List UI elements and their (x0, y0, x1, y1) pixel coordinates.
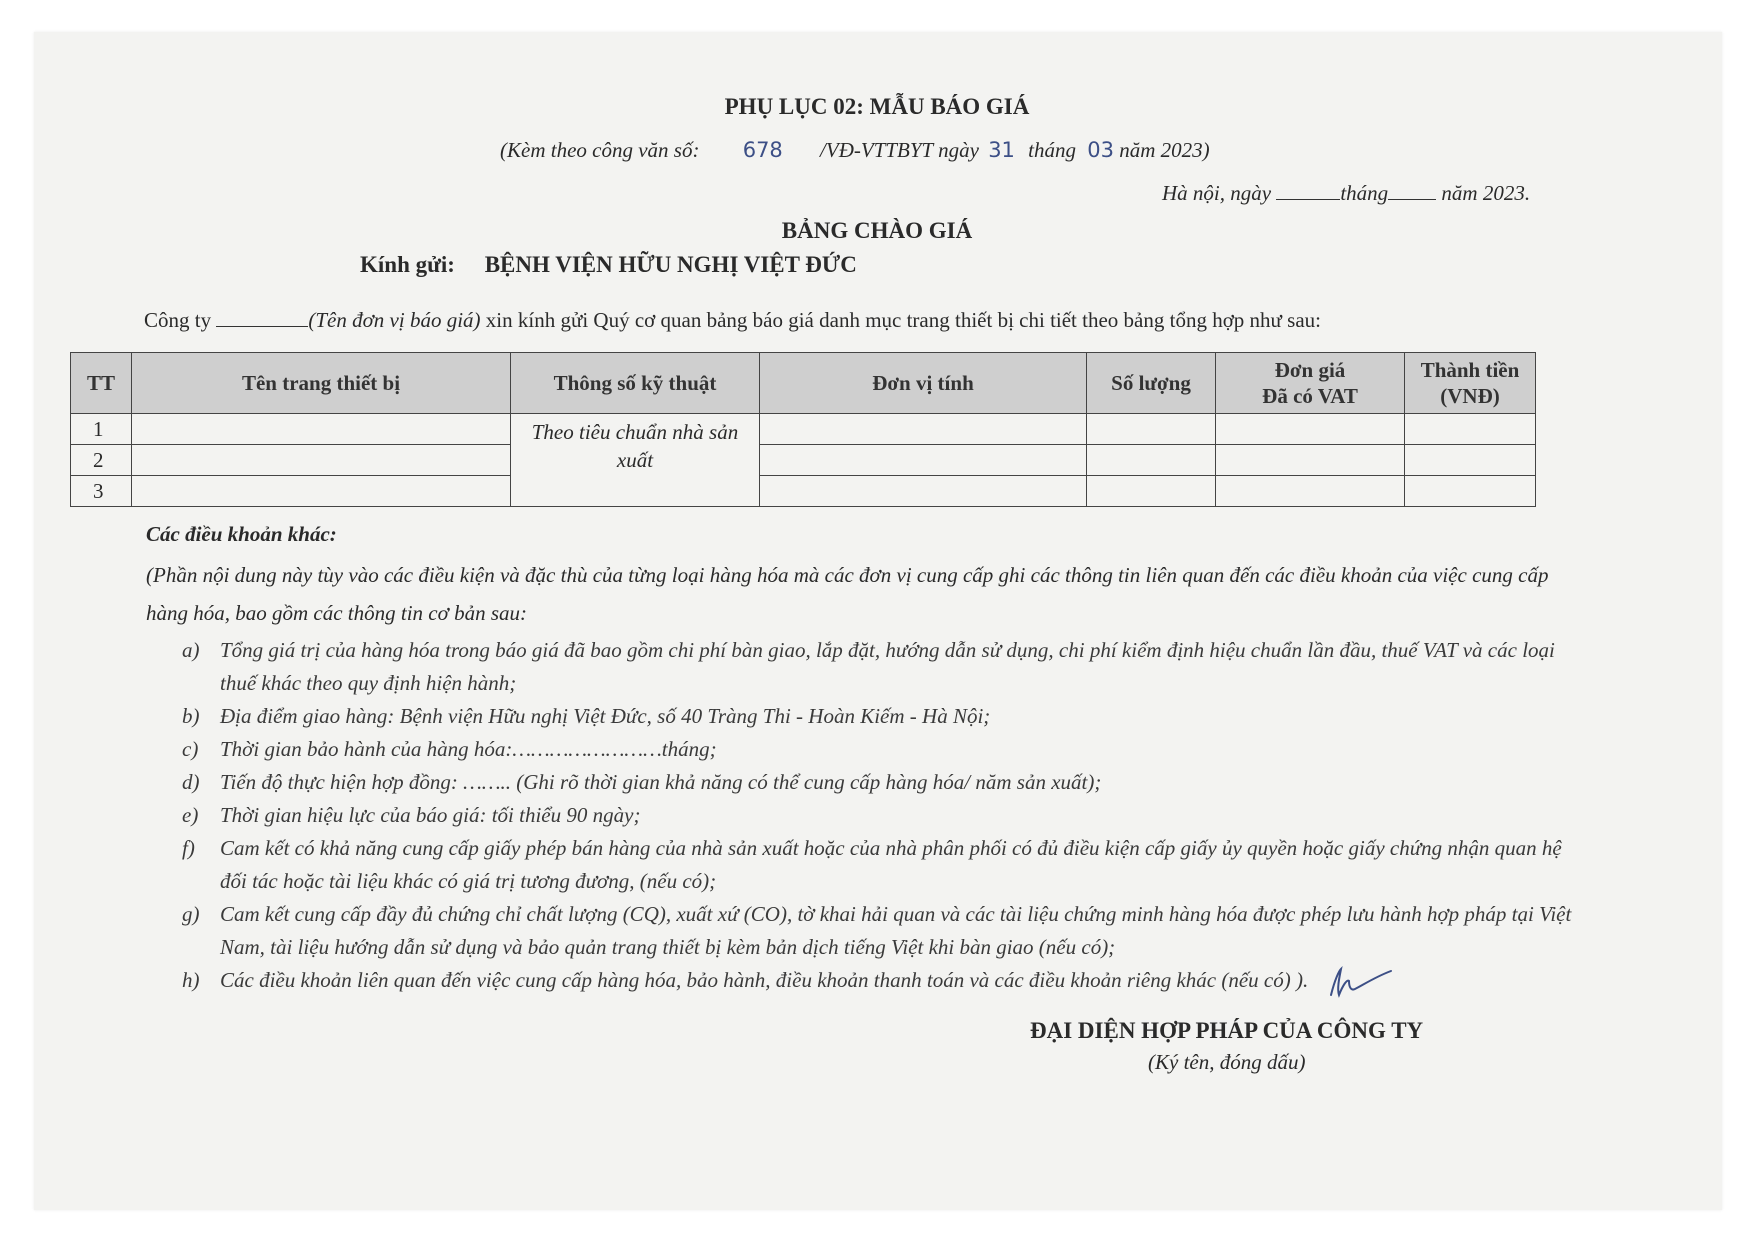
list-item (182, 964, 1582, 999)
recipient-line (360, 252, 857, 278)
quote-table (70, 352, 1536, 507)
header-spec: Thông số kỹ thuật (511, 353, 760, 414)
item-text: Cam kết có khả năng cung cấp giấy phép bán hàng của nhà sản xuất hoặc của nhà phân phối có đủ điều kiện cấp giấy ủy quyền hoặc giấy chứng nhận quan hệ đối tác hoặc tài liệu khác có giá trị tương đương, (nếu có); (220, 836, 1562, 893)
date-year: năm 2023. (1441, 181, 1531, 205)
reference-month: 03 (1087, 138, 1114, 162)
spec-cell: Theo tiêu chuẩn nhà sản xuất (511, 414, 760, 507)
item-marker: d) (182, 770, 200, 794)
reference-day: 31 (988, 138, 1015, 162)
recipient-label: Kính gửi: (360, 252, 455, 277)
qty-cell[interactable] (1087, 414, 1216, 445)
list-item (182, 634, 1582, 700)
device-name-cell[interactable] (132, 414, 511, 445)
date-place-day: Hà nội, ngày (1162, 181, 1272, 205)
header-total-line2: (VNĐ) (1440, 384, 1500, 408)
header-price-line1: Đơn giá (1274, 358, 1346, 382)
total-cell[interactable] (1405, 414, 1536, 445)
unit-cell[interactable] (760, 414, 1087, 445)
item-marker: h) (182, 968, 200, 992)
device-name-cell[interactable] (132, 445, 511, 476)
intro-placeholder: (Tên đơn vị báo giá) (308, 308, 481, 332)
terms-intro: (Phần nội dung này tùy vào các điều kiện và đặc thù của từng loại hàng hóa mà các đơn vị cung cấp ghi các thông tin liên quan đến các điều khoản của việc cung cấp hàng hóa, bao gồm các thông tin cơ bản sau: (146, 563, 1549, 625)
company-name-blank[interactable] (216, 326, 308, 327)
recipient-name: BỆNH VIỆN HỮU NGHỊ VIỆT ĐỨC (484, 252, 857, 277)
header-price-line2: Đã có VAT (1262, 384, 1358, 408)
qty-cell[interactable] (1087, 476, 1216, 507)
reference-line (500, 138, 1210, 163)
row-number: 1 (71, 414, 132, 445)
header-total-line1: Thành tiền (1420, 358, 1520, 382)
qty-cell[interactable] (1087, 445, 1216, 476)
device-name-cell[interactable] (132, 476, 511, 507)
item-text: Các điều khoản liên quan đến việc cung cấp hàng hóa, bảo hành, điều khoản thanh toán và các điều khoản riêng khác (nếu có) ). (220, 968, 1309, 992)
header-qty: Số lượng (1087, 353, 1216, 414)
item-marker: e) (182, 803, 199, 827)
table-row (71, 445, 1536, 476)
item-text: Tổng giá trị của hàng hóa trong báo giá đã bao gồm chi phí bàn giao, lắp đặt, hướng dẫn sử dụng, chi phí kiểm định hiệu chuẩn lần đầu, thuế VAT và các loại thuế khác theo quy định hiện hành; (220, 638, 1555, 695)
date-line (1162, 181, 1530, 206)
appendix-title: PHỤ LỤC 02: MẪU BÁO GIÁ (724, 94, 1030, 119)
header-total (1405, 353, 1536, 414)
header-name: Tên trang thiết bị (132, 353, 511, 414)
reference-year: năm 2023) (1119, 138, 1210, 162)
item-marker: b) (182, 704, 200, 728)
item-text: Địa điểm giao hàng: Bệnh viện Hữu nghị Việt Đức, số 40 Tràng Thi - Hoàn Kiếm - Hà Nội; (220, 704, 991, 728)
price-cell[interactable] (1216, 414, 1405, 445)
terms-list (182, 634, 1582, 999)
terms-title: Các điều khoản khác: (146, 522, 337, 546)
total-cell[interactable] (1405, 445, 1536, 476)
item-text: Thời gian bảo hành của hàng hóa:……………………tháng; (220, 737, 717, 761)
unit-cell[interactable] (760, 445, 1087, 476)
reference-prefix: (Kèm theo công văn số: (500, 138, 700, 162)
price-cell[interactable] (1216, 445, 1405, 476)
list-item (182, 700, 1582, 733)
reference-code: /VĐ-VTTBYT ngày (820, 138, 979, 162)
intro-company: Công ty (144, 308, 212, 332)
item-text-wrap (220, 964, 1582, 999)
item-marker: a) (182, 638, 200, 662)
header-price (1216, 353, 1405, 414)
reference-number: 678 (742, 138, 783, 162)
item-text: Thời gian hiệu lực của báo giá: tối thiểu 90 ngày; (220, 803, 641, 827)
signature-note: (Ký tên, đóng dấu) (1148, 1050, 1306, 1074)
initials-signature-icon (1325, 965, 1395, 999)
table-header-row (71, 353, 1536, 414)
item-marker: c) (182, 737, 199, 761)
intro-text: xin kính gửi Quý cơ quan bảng báo giá danh mục trang thiết bị chi tiết theo bảng tổng hợp như sau: (485, 308, 1322, 332)
item-marker: g) (182, 902, 200, 926)
table-row (71, 414, 1536, 445)
list-item (182, 832, 1582, 898)
item-text: Cam kết cung cấp đầy đủ chứng chỉ chất lượng (CQ), xuất xứ (CO), tờ khai hải quan và các tài liệu chứng minh hàng hóa được phép lưu hành hợp pháp tại Việt Nam, tài liệu hướng dẫn sử dụng và bảo quản trang thiết bị kèm bản dịch tiếng Việt khi bàn giao (nếu có); (220, 902, 1572, 959)
list-item (182, 799, 1582, 832)
intro-line (144, 308, 1321, 333)
list-item (182, 766, 1582, 799)
unit-cell[interactable] (760, 476, 1087, 507)
table-row (71, 476, 1536, 507)
row-number: 2 (71, 445, 132, 476)
quote-heading: BẢNG CHÀO GIÁ (781, 218, 973, 243)
list-item (182, 733, 1582, 766)
total-cell[interactable] (1405, 476, 1536, 507)
item-marker: f) (182, 836, 195, 860)
price-cell[interactable] (1216, 476, 1405, 507)
signature-title: ĐẠI DIỆN HỢP PHÁP CỦA CÔNG TY (1030, 1018, 1424, 1043)
date-day-blank[interactable] (1276, 199, 1340, 200)
header-tt: TT (71, 353, 132, 414)
reference-month-label: tháng (1028, 138, 1077, 162)
date-month: tháng (1340, 181, 1389, 205)
list-item (182, 898, 1582, 964)
date-month-blank[interactable] (1388, 199, 1436, 200)
row-number: 3 (71, 476, 132, 507)
header-unit: Đơn vị tính (760, 353, 1087, 414)
item-text: Tiến độ thực hiện hợp đồng: …….. (Ghi rõ thời gian khả năng có thể cung cấp hàng hóa/ năm sản xuất); (220, 770, 1102, 794)
